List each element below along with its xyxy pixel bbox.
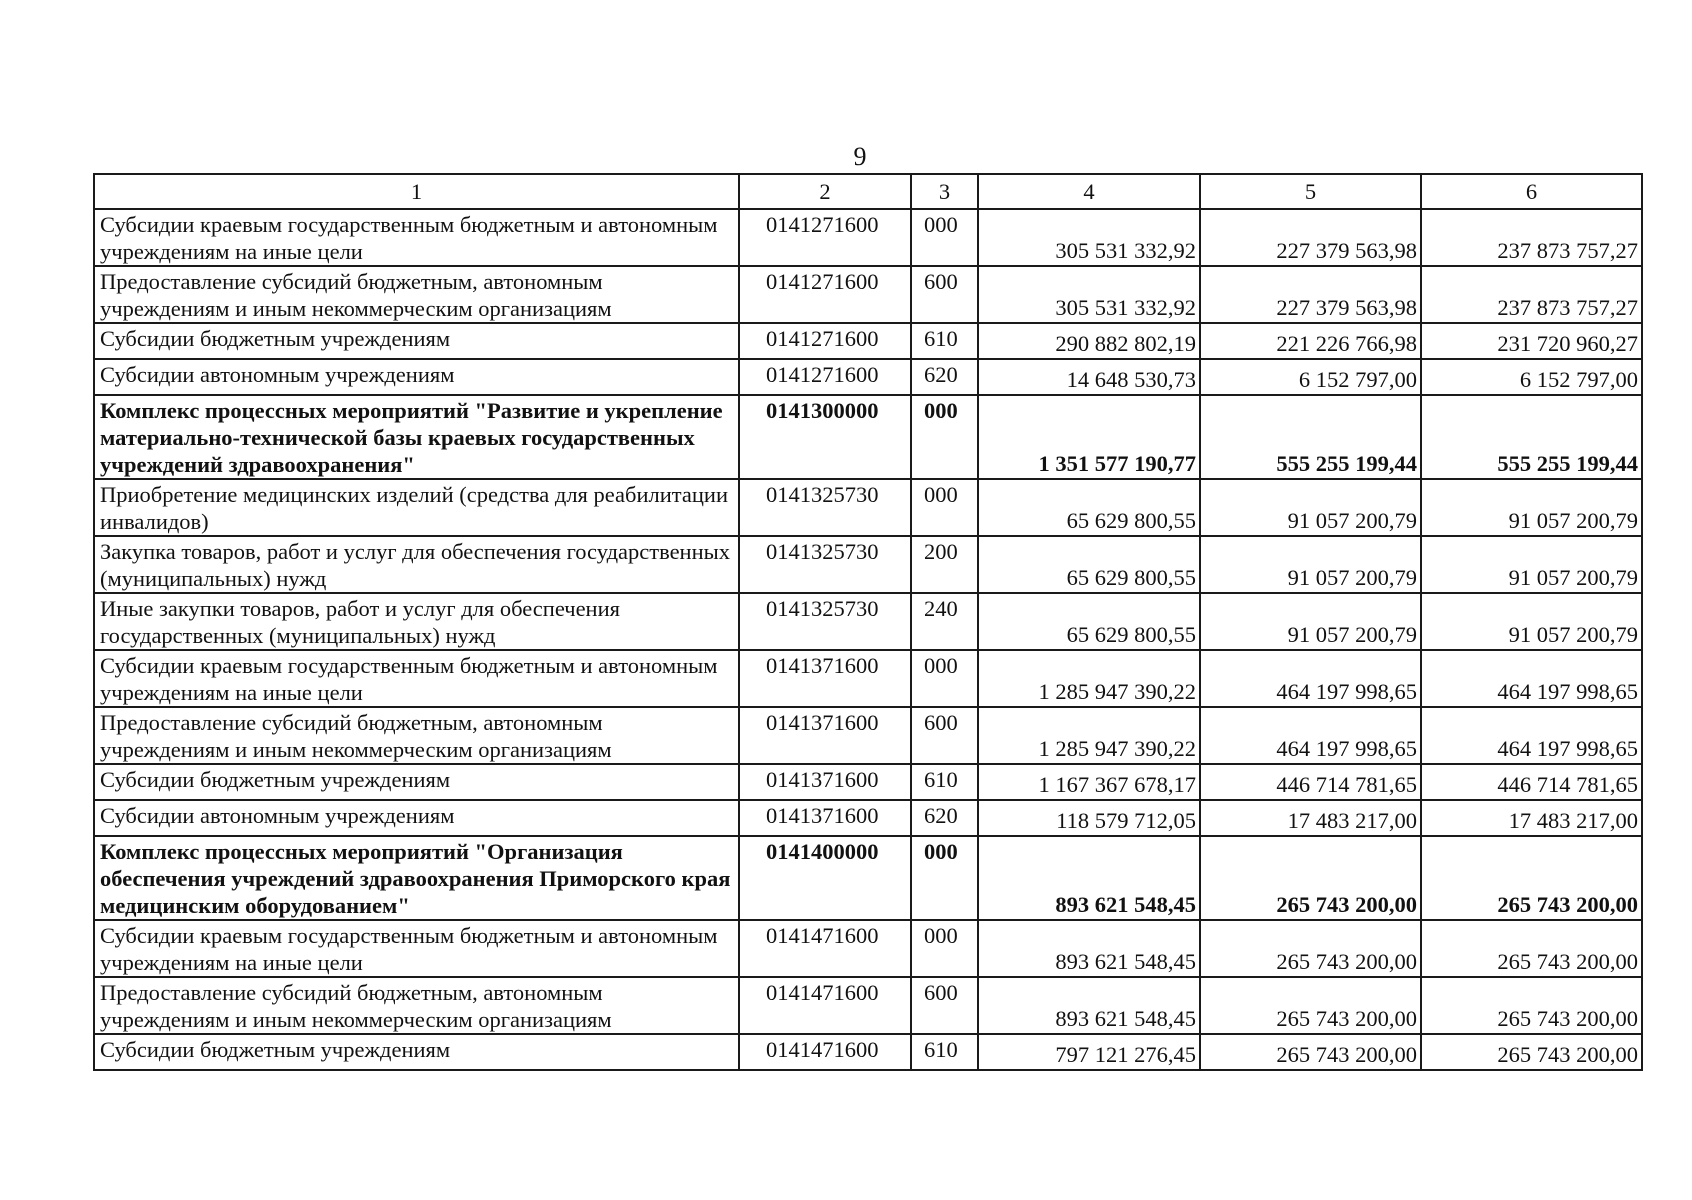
column-header-1: 1 xyxy=(94,174,739,209)
row-code-cell: 0141400000 xyxy=(739,836,911,920)
row-value-6-cell: 231 720 960,27 xyxy=(1421,323,1642,359)
row-kind-cell: 000 xyxy=(911,836,978,920)
row-code-cell: 0141325730 xyxy=(739,479,911,536)
row-value-6-cell: 555 255 199,44 xyxy=(1421,395,1642,479)
row-value-5-cell: 265 743 200,00 xyxy=(1200,836,1421,920)
row-kind-cell: 600 xyxy=(911,977,978,1034)
row-name-cell: Субсидии краевым государственным бюджетным и автономным учреждениям на иные цели xyxy=(94,650,739,707)
row-value-6-cell: 446 714 781,65 xyxy=(1421,764,1642,800)
column-header-4: 4 xyxy=(978,174,1200,209)
row-value-4-cell: 893 621 548,45 xyxy=(978,920,1200,977)
row-value-6-cell: 6 152 797,00 xyxy=(1421,359,1642,395)
table-row xyxy=(94,707,1642,764)
row-value-5-cell: 91 057 200,79 xyxy=(1200,593,1421,650)
row-name-cell: Комплекс процессных мероприятий "Организация обеспечения учреждений здравоохранения Приморского края медицинским оборудованием" xyxy=(94,836,739,920)
row-value-4-cell: 797 121 276,45 xyxy=(978,1034,1200,1070)
row-value-5-cell: 91 057 200,79 xyxy=(1200,536,1421,593)
row-value-4-cell: 65 629 800,55 xyxy=(978,536,1200,593)
row-code-cell: 0141325730 xyxy=(739,593,911,650)
row-code-cell: 0141471600 xyxy=(739,1034,911,1070)
row-value-4-cell: 1 285 947 390,22 xyxy=(978,650,1200,707)
row-name-cell: Предоставление субсидий бюджетным, автономным учреждениям и иным некоммерческим организациям xyxy=(94,977,739,1034)
table-row xyxy=(94,650,1642,707)
row-value-5-cell: 227 379 563,98 xyxy=(1200,209,1421,266)
row-value-6-cell: 237 873 757,27 xyxy=(1421,209,1642,266)
row-value-6-cell: 464 197 998,65 xyxy=(1421,650,1642,707)
row-name-cell: Комплекс процессных мероприятий "Развитие и укрепление материально-технической базы краевых государственных учреждений здравоохранения" xyxy=(94,395,739,479)
budget-table xyxy=(93,173,1643,1071)
row-value-6-cell: 91 057 200,79 xyxy=(1421,536,1642,593)
row-code-cell: 0141371600 xyxy=(739,800,911,836)
column-header-3: 3 xyxy=(911,174,978,209)
table-row xyxy=(94,836,1642,920)
row-name-cell: Субсидии краевым государственным бюджетным и автономным учреждениям на иные цели xyxy=(94,209,739,266)
row-name-cell: Субсидии автономным учреждениям xyxy=(94,359,739,395)
table-header-row xyxy=(94,174,1642,209)
row-kind-cell: 620 xyxy=(911,800,978,836)
table-row xyxy=(94,593,1642,650)
row-kind-cell: 600 xyxy=(911,707,978,764)
row-value-4-cell: 290 882 802,19 xyxy=(978,323,1200,359)
row-code-cell: 0141271600 xyxy=(739,359,911,395)
row-value-5-cell: 464 197 998,65 xyxy=(1200,707,1421,764)
row-value-5-cell: 464 197 998,65 xyxy=(1200,650,1421,707)
row-code-cell: 0141271600 xyxy=(739,266,911,323)
row-kind-cell: 200 xyxy=(911,536,978,593)
row-value-4-cell: 65 629 800,55 xyxy=(978,593,1200,650)
row-value-6-cell: 464 197 998,65 xyxy=(1421,707,1642,764)
row-value-6-cell: 265 743 200,00 xyxy=(1421,920,1642,977)
row-kind-cell: 000 xyxy=(911,209,978,266)
row-name-cell: Закупка товаров, работ и услуг для обеспечения государственных (муниципальных) нужд xyxy=(94,536,739,593)
table-row xyxy=(94,323,1642,359)
row-name-cell: Иные закупки товаров, работ и услуг для обеспечения государственных (муниципальных) нужд xyxy=(94,593,739,650)
row-value-4-cell: 305 531 332,92 xyxy=(978,266,1200,323)
row-kind-cell: 000 xyxy=(911,650,978,707)
row-value-4-cell: 893 621 548,45 xyxy=(978,977,1200,1034)
row-value-5-cell: 221 226 766,98 xyxy=(1200,323,1421,359)
row-name-cell: Субсидии бюджетным учреждениям xyxy=(94,323,739,359)
row-value-4-cell: 14 648 530,73 xyxy=(978,359,1200,395)
row-kind-cell: 600 xyxy=(911,266,978,323)
row-code-cell: 0141471600 xyxy=(739,920,911,977)
row-value-6-cell: 265 743 200,00 xyxy=(1421,1034,1642,1070)
row-kind-cell: 240 xyxy=(911,593,978,650)
row-value-5-cell: 6 152 797,00 xyxy=(1200,359,1421,395)
row-kind-cell: 000 xyxy=(911,920,978,977)
row-value-4-cell: 305 531 332,92 xyxy=(978,209,1200,266)
table-row xyxy=(94,359,1642,395)
table-row xyxy=(94,395,1642,479)
column-header-6: 6 xyxy=(1421,174,1642,209)
row-code-cell: 0141371600 xyxy=(739,650,911,707)
row-code-cell: 0141371600 xyxy=(739,764,911,800)
row-code-cell: 0141271600 xyxy=(739,323,911,359)
row-name-cell: Предоставление субсидий бюджетным, автономным учреждениям и иным некоммерческим организациям xyxy=(94,707,739,764)
row-kind-cell: 610 xyxy=(911,764,978,800)
row-name-cell: Субсидии автономным учреждениям xyxy=(94,800,739,836)
row-name-cell: Предоставление субсидий бюджетным, автономным учреждениям и иным некоммерческим организациям xyxy=(94,266,739,323)
row-code-cell: 0141325730 xyxy=(739,536,911,593)
table-row xyxy=(94,1034,1642,1070)
row-kind-cell: 610 xyxy=(911,323,978,359)
row-code-cell: 0141300000 xyxy=(739,395,911,479)
table-row xyxy=(94,209,1642,266)
row-value-5-cell: 555 255 199,44 xyxy=(1200,395,1421,479)
row-value-5-cell: 91 057 200,79 xyxy=(1200,479,1421,536)
table-row xyxy=(94,800,1642,836)
table-row xyxy=(94,764,1642,800)
row-kind-cell: 620 xyxy=(911,359,978,395)
table-row xyxy=(94,920,1642,977)
row-value-5-cell: 265 743 200,00 xyxy=(1200,1034,1421,1070)
row-value-5-cell: 17 483 217,00 xyxy=(1200,800,1421,836)
row-kind-cell: 610 xyxy=(911,1034,978,1070)
row-value-6-cell: 17 483 217,00 xyxy=(1421,800,1642,836)
row-value-5-cell: 227 379 563,98 xyxy=(1200,266,1421,323)
table-body xyxy=(94,209,1642,1070)
row-code-cell: 0141271600 xyxy=(739,209,911,266)
row-value-4-cell: 65 629 800,55 xyxy=(978,479,1200,536)
row-name-cell: Субсидии бюджетным учреждениям xyxy=(94,1034,739,1070)
row-value-6-cell: 91 057 200,79 xyxy=(1421,593,1642,650)
row-code-cell: 0141371600 xyxy=(739,707,911,764)
table-row xyxy=(94,977,1642,1034)
row-value-4-cell: 1 285 947 390,22 xyxy=(978,707,1200,764)
table-row xyxy=(94,536,1642,593)
column-header-5: 5 xyxy=(1200,174,1421,209)
row-value-5-cell: 265 743 200,00 xyxy=(1200,920,1421,977)
table-row xyxy=(94,266,1642,323)
row-name-cell: Субсидии краевым государственным бюджетным и автономным учреждениям на иные цели xyxy=(94,920,739,977)
row-kind-cell: 000 xyxy=(911,395,978,479)
row-value-6-cell: 265 743 200,00 xyxy=(1421,977,1642,1034)
row-name-cell: Приобретение медицинских изделий (средства для реабилитации инвалидов) xyxy=(94,479,739,536)
page-number: 9 xyxy=(853,142,867,171)
row-value-5-cell: 446 714 781,65 xyxy=(1200,764,1421,800)
row-name-cell: Субсидии бюджетным учреждениям xyxy=(94,764,739,800)
row-value-6-cell: 237 873 757,27 xyxy=(1421,266,1642,323)
row-code-cell: 0141471600 xyxy=(739,977,911,1034)
row-value-6-cell: 91 057 200,79 xyxy=(1421,479,1642,536)
row-value-4-cell: 118 579 712,05 xyxy=(978,800,1200,836)
row-value-4-cell: 1 167 367 678,17 xyxy=(978,764,1200,800)
column-header-2: 2 xyxy=(739,174,911,209)
row-kind-cell: 000 xyxy=(911,479,978,536)
row-value-6-cell: 265 743 200,00 xyxy=(1421,836,1642,920)
table-row xyxy=(94,479,1642,536)
row-value-4-cell: 893 621 548,45 xyxy=(978,836,1200,920)
row-value-5-cell: 265 743 200,00 xyxy=(1200,977,1421,1034)
row-value-4-cell: 1 351 577 190,77 xyxy=(978,395,1200,479)
